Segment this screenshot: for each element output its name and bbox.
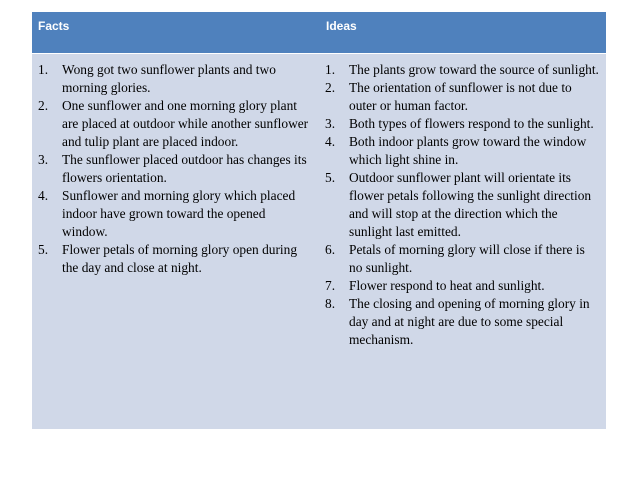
ideas-header: Ideas <box>326 19 357 33</box>
list-item-text: The sunflower placed outdoor has changes its flowers orientation. <box>62 152 307 185</box>
ideas-list <box>319 61 605 349</box>
list-item-text: The closing and opening of morning glory in day and at night are due to some special mechanism. <box>349 296 590 347</box>
ideas-list-item <box>319 79 605 115</box>
list-number: 4. <box>325 134 336 149</box>
facts-list <box>32 61 318 277</box>
list-number: 4. <box>38 188 49 203</box>
list-item-text: One sunflower and one morning glory plant are placed at outdoor while another sunflower and tulip plant are placed indoor. <box>62 98 309 149</box>
list-number: 6. <box>325 242 336 257</box>
facts-header: Facts <box>38 19 70 33</box>
list-item-text: Both types of flowers respond to the sunlight. <box>349 116 594 131</box>
ideas-list-item <box>319 277 605 295</box>
facts-list-item <box>32 61 318 97</box>
list-item-text: Both indoor plants grow toward the window which light shine in. <box>349 134 587 167</box>
list-number: 2. <box>38 98 49 113</box>
list-number: 7. <box>325 278 336 293</box>
ideas-list-item <box>319 295 605 349</box>
facts-list-item <box>32 97 318 151</box>
facts-list-item <box>32 241 318 277</box>
list-number: 5. <box>325 170 336 185</box>
list-number: 2. <box>325 80 336 95</box>
list-number: 8. <box>325 296 336 311</box>
list-item-text: Petals of morning glory will close if there is no sunlight. <box>349 242 585 275</box>
facts-list-item <box>32 151 318 187</box>
ideas-list-item <box>319 169 605 241</box>
list-number: 3. <box>325 116 336 131</box>
list-item-text: Flower respond to heat and sunlight. <box>349 278 545 293</box>
list-number: 5. <box>38 242 49 257</box>
list-item-text: Flower petals of morning glory open during the day and close at night. <box>62 242 298 275</box>
ideas-list-item <box>319 133 605 169</box>
ideas-list-item <box>319 241 605 277</box>
list-item-text: The orientation of sunflower is not due to outer or human factor. <box>349 80 572 113</box>
list-number: 3. <box>38 152 49 167</box>
list-item-text: Wong got two sunflower plants and two morning glories. <box>62 62 276 95</box>
facts-list-item <box>32 187 318 241</box>
table-body-row <box>32 53 606 429</box>
list-item-text: Sunflower and morning glory which placed indoor have grown toward the opened window. <box>62 188 296 239</box>
list-number: 1. <box>325 62 336 77</box>
list-item-text: The plants grow toward the source of sunlight. <box>349 62 599 77</box>
ideas-list-item <box>319 61 605 79</box>
list-item-text: Outdoor sunflower plant will orientate its flower petals following the sunlight direction and will stop at the direction which the sunlight last emitted. <box>349 170 592 239</box>
list-number: 1. <box>38 62 49 77</box>
table-header-row <box>32 12 606 53</box>
ideas-list-item <box>319 115 605 133</box>
facts-ideas-table <box>32 12 606 428</box>
